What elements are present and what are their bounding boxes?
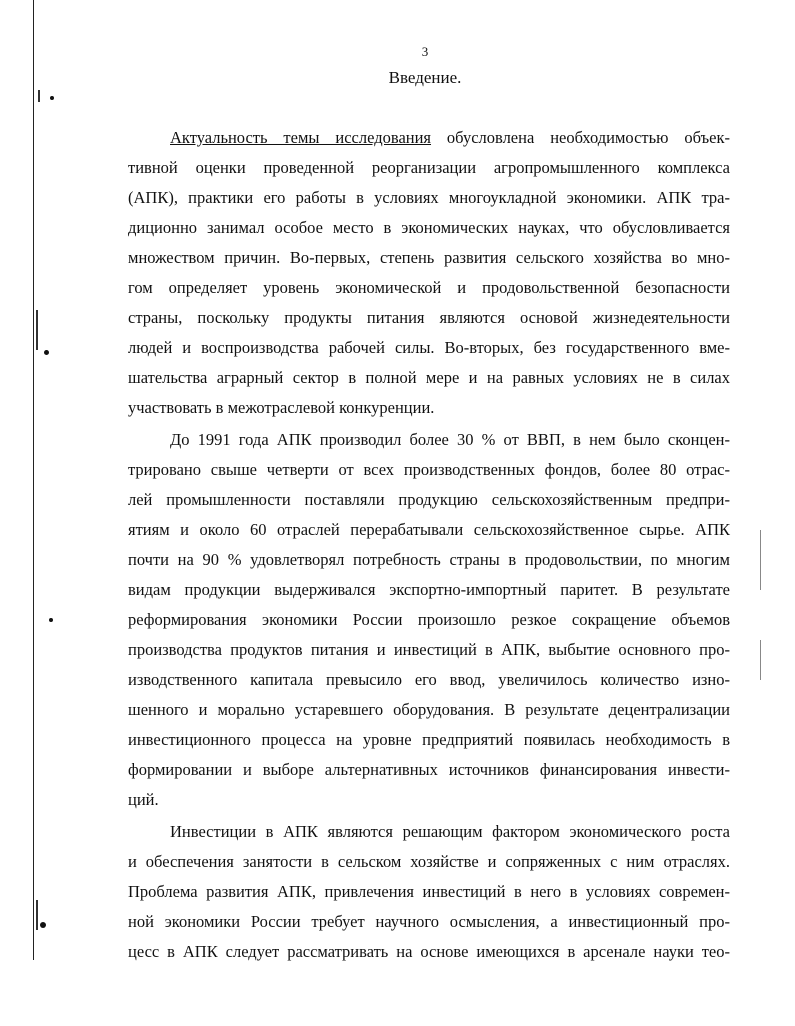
text-line: ятиям и около 60 отраслей перерабатывали сельскохозяйственное сырье. АПК bbox=[128, 520, 730, 539]
text-line: шательства аграрный сектор в полной мере и на равных условиях не в силах bbox=[128, 368, 730, 387]
page-number: 3 bbox=[421, 44, 429, 59]
line-text: обусловлена необходимостью объек- bbox=[431, 128, 730, 147]
text-line bbox=[128, 128, 730, 148]
scan-tick bbox=[36, 900, 38, 930]
text-line: Проблема развития АПК, привлечения инвестиций в него в условиях современ- bbox=[128, 882, 730, 901]
text-line: трировано свыше четверти от всех производственных фондов, более 80 отрас- bbox=[128, 460, 730, 479]
text-line: страны, поскольку продукты питания являются основой жизнедеятельности bbox=[128, 308, 730, 327]
text-line: почти на 90 % удовлетворял потребность страны в продовольствии, по многим bbox=[128, 550, 730, 569]
text-line: множеством причин. Во-первых, степень развития сельского хозяйства во мно- bbox=[128, 248, 730, 267]
scan-right-mark bbox=[760, 640, 761, 680]
text-line: цесс в АПК следует рассматривать на основе имеющихся в арсенале науки тео- bbox=[128, 942, 730, 961]
text-line: (АПК), практики его работы в условиях многоукладной экономики. АПК тра- bbox=[128, 188, 730, 207]
text-line: гом определяет уровень экономической и продовольственной безопасности bbox=[128, 278, 730, 297]
text-line: производства продуктов питания и инвестиций в АПК, выбытие основного про- bbox=[128, 640, 730, 659]
scan-dot bbox=[49, 618, 53, 622]
text-line: реформирования экономики России произошло резкое сокращение объемов bbox=[128, 610, 730, 629]
page-title: Введение. bbox=[388, 68, 462, 87]
text-line: Инвестиции в АПК являются решающим фактором экономического роста bbox=[170, 822, 730, 841]
text-line: лей промышленности поставляли продукцию сельскохозяйственным предпри- bbox=[128, 490, 730, 509]
scan-right-mark bbox=[760, 530, 761, 590]
scan-dot bbox=[40, 922, 46, 928]
text-line: шенного и морально устаревшего оборудования. В результате децентрализации bbox=[128, 700, 730, 719]
text-line: До 1991 года АПК производил более 30 % от ВВП, в нем было сконцен- bbox=[170, 430, 730, 449]
text-line: диционно занимал особое место в экономических науках, что обусловливается bbox=[128, 218, 730, 237]
text-line: формировании и выборе альтернативных источников финансирования инвести- bbox=[128, 760, 730, 779]
text-line: инвестиционного процесса на уровне предприятий появилась необходимость в bbox=[128, 730, 730, 749]
text-line: ной экономики России требует научного осмысления, а инвестиционный про- bbox=[128, 912, 730, 931]
text-line: тивной оценки проведенной реорганизации агропромышленного комплекса bbox=[128, 158, 730, 177]
text-line: людей и воспроизводства рабочей силы. Во-вторых, без государственного вме- bbox=[128, 338, 730, 357]
text-line: и обеспечения занятости в сельском хозяйстве и сопряженных с ним отраслях. bbox=[128, 852, 730, 871]
text-line: ций. bbox=[128, 790, 159, 809]
scan-tick bbox=[36, 310, 38, 350]
text-line: изводственного капитала превысило его ввод, увеличилось количество изно- bbox=[128, 670, 730, 689]
scan-dot bbox=[50, 96, 54, 100]
text-line: участвовать в межотраслевой конкуренции. bbox=[128, 398, 435, 417]
scan-tick bbox=[38, 90, 40, 102]
text-line: видам продукции выдерживался экспортно-импортный паритет. В результате bbox=[128, 580, 730, 599]
underlined-phrase: Актуальность темы исследования bbox=[170, 128, 432, 147]
scan-left-edge bbox=[33, 0, 34, 960]
scan-dot bbox=[44, 350, 49, 355]
